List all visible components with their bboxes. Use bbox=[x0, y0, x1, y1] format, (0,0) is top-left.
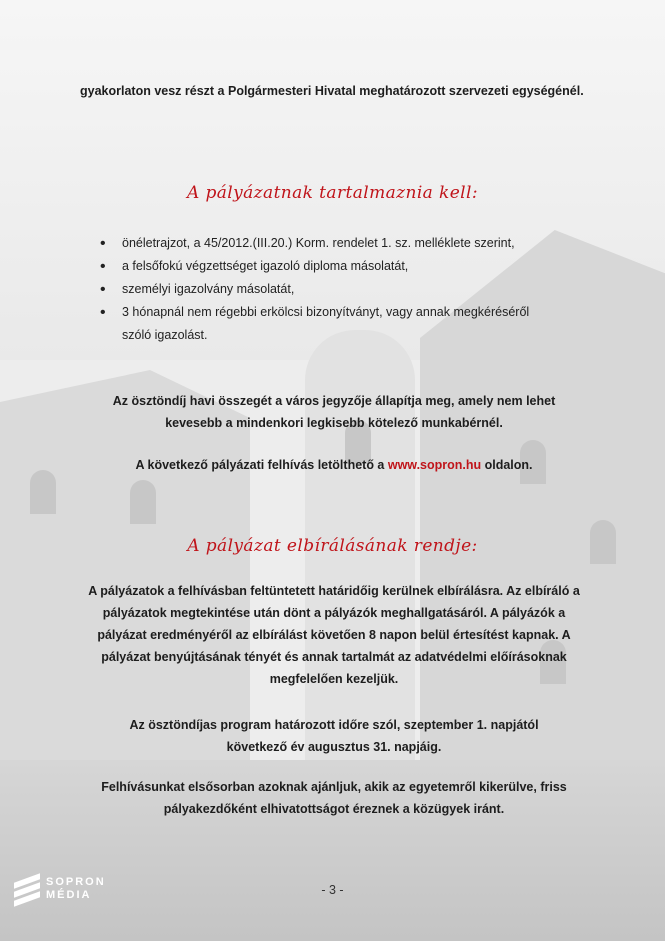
requirements-list bbox=[100, 232, 540, 347]
download-text-before: A következő pályázati felhívás letölthető a bbox=[135, 458, 388, 472]
list-item: • 3 hónapnál nem régebbi erkölcsi bizonyítványt, vagy annak megkéréséről szóló igazolást. bbox=[100, 301, 540, 347]
intro-paragraph: gyakorlaton vesz részt a Polgármesteri Hivatal meghatározott szervezeti egységénél. bbox=[80, 84, 584, 98]
list-item: • a felsőfokú végzettséget igazoló diploma másolatát, bbox=[100, 255, 540, 278]
logo-text: SOPRON MÉDIA bbox=[46, 876, 106, 901]
logo-mark-icon bbox=[14, 874, 40, 904]
list-item: • személyi igazolvány másolatát, bbox=[100, 278, 540, 301]
download-text-after: oldalon. bbox=[481, 458, 533, 472]
stipend-paragraph: Az ösztöndíj havi összegét a város jegyzője állapítja meg, amely nem lehet kevesebb a mindenkori legkisebb kötelező munkabérnél. bbox=[112, 394, 556, 430]
closing-paragraph: Felhívásunkat elsősorban azoknak ajánljuk, akik az egyetemről kikerülve, friss pályakezdőként elhivatottságot éreznek a közügyek iránt. bbox=[101, 780, 567, 816]
evaluation-heading: A pályázat elbírálásának rendje: bbox=[187, 536, 478, 556]
download-paragraph bbox=[80, 454, 588, 476]
duration-paragraph: Az ösztöndíjas program határozott időre szól, szeptember 1. napjától következő év augusztus 31. napjáig. bbox=[129, 718, 539, 754]
sopron-link[interactable]: www.sopron.hu bbox=[387, 458, 482, 472]
evaluation-paragraph: A pályázatok a felhívásban feltüntetett határidőig kerülnek elbírálásra. Az elbíráló a pályázatok megtekintése után dönt a pályázók meghallgatásáról. A pályázók a pályázat eredményéről az elbírálást követően 8 napon belül értesítést kapnak. A pályázat benyújtásának tényét és annak tartalmát az adatvédelmi előírásoknak megfelelően kezeljük. bbox=[88, 584, 580, 686]
page-number: - 3 - bbox=[321, 883, 344, 897]
sopron-media-logo bbox=[14, 872, 124, 908]
list-item: • önéletrajzot, a 45/2012.(III.20.) Korm. rendelet 1. sz. melléklete szerint, bbox=[100, 232, 540, 255]
requirements-heading: A pályázatnak tartalmaznia kell: bbox=[187, 183, 478, 203]
